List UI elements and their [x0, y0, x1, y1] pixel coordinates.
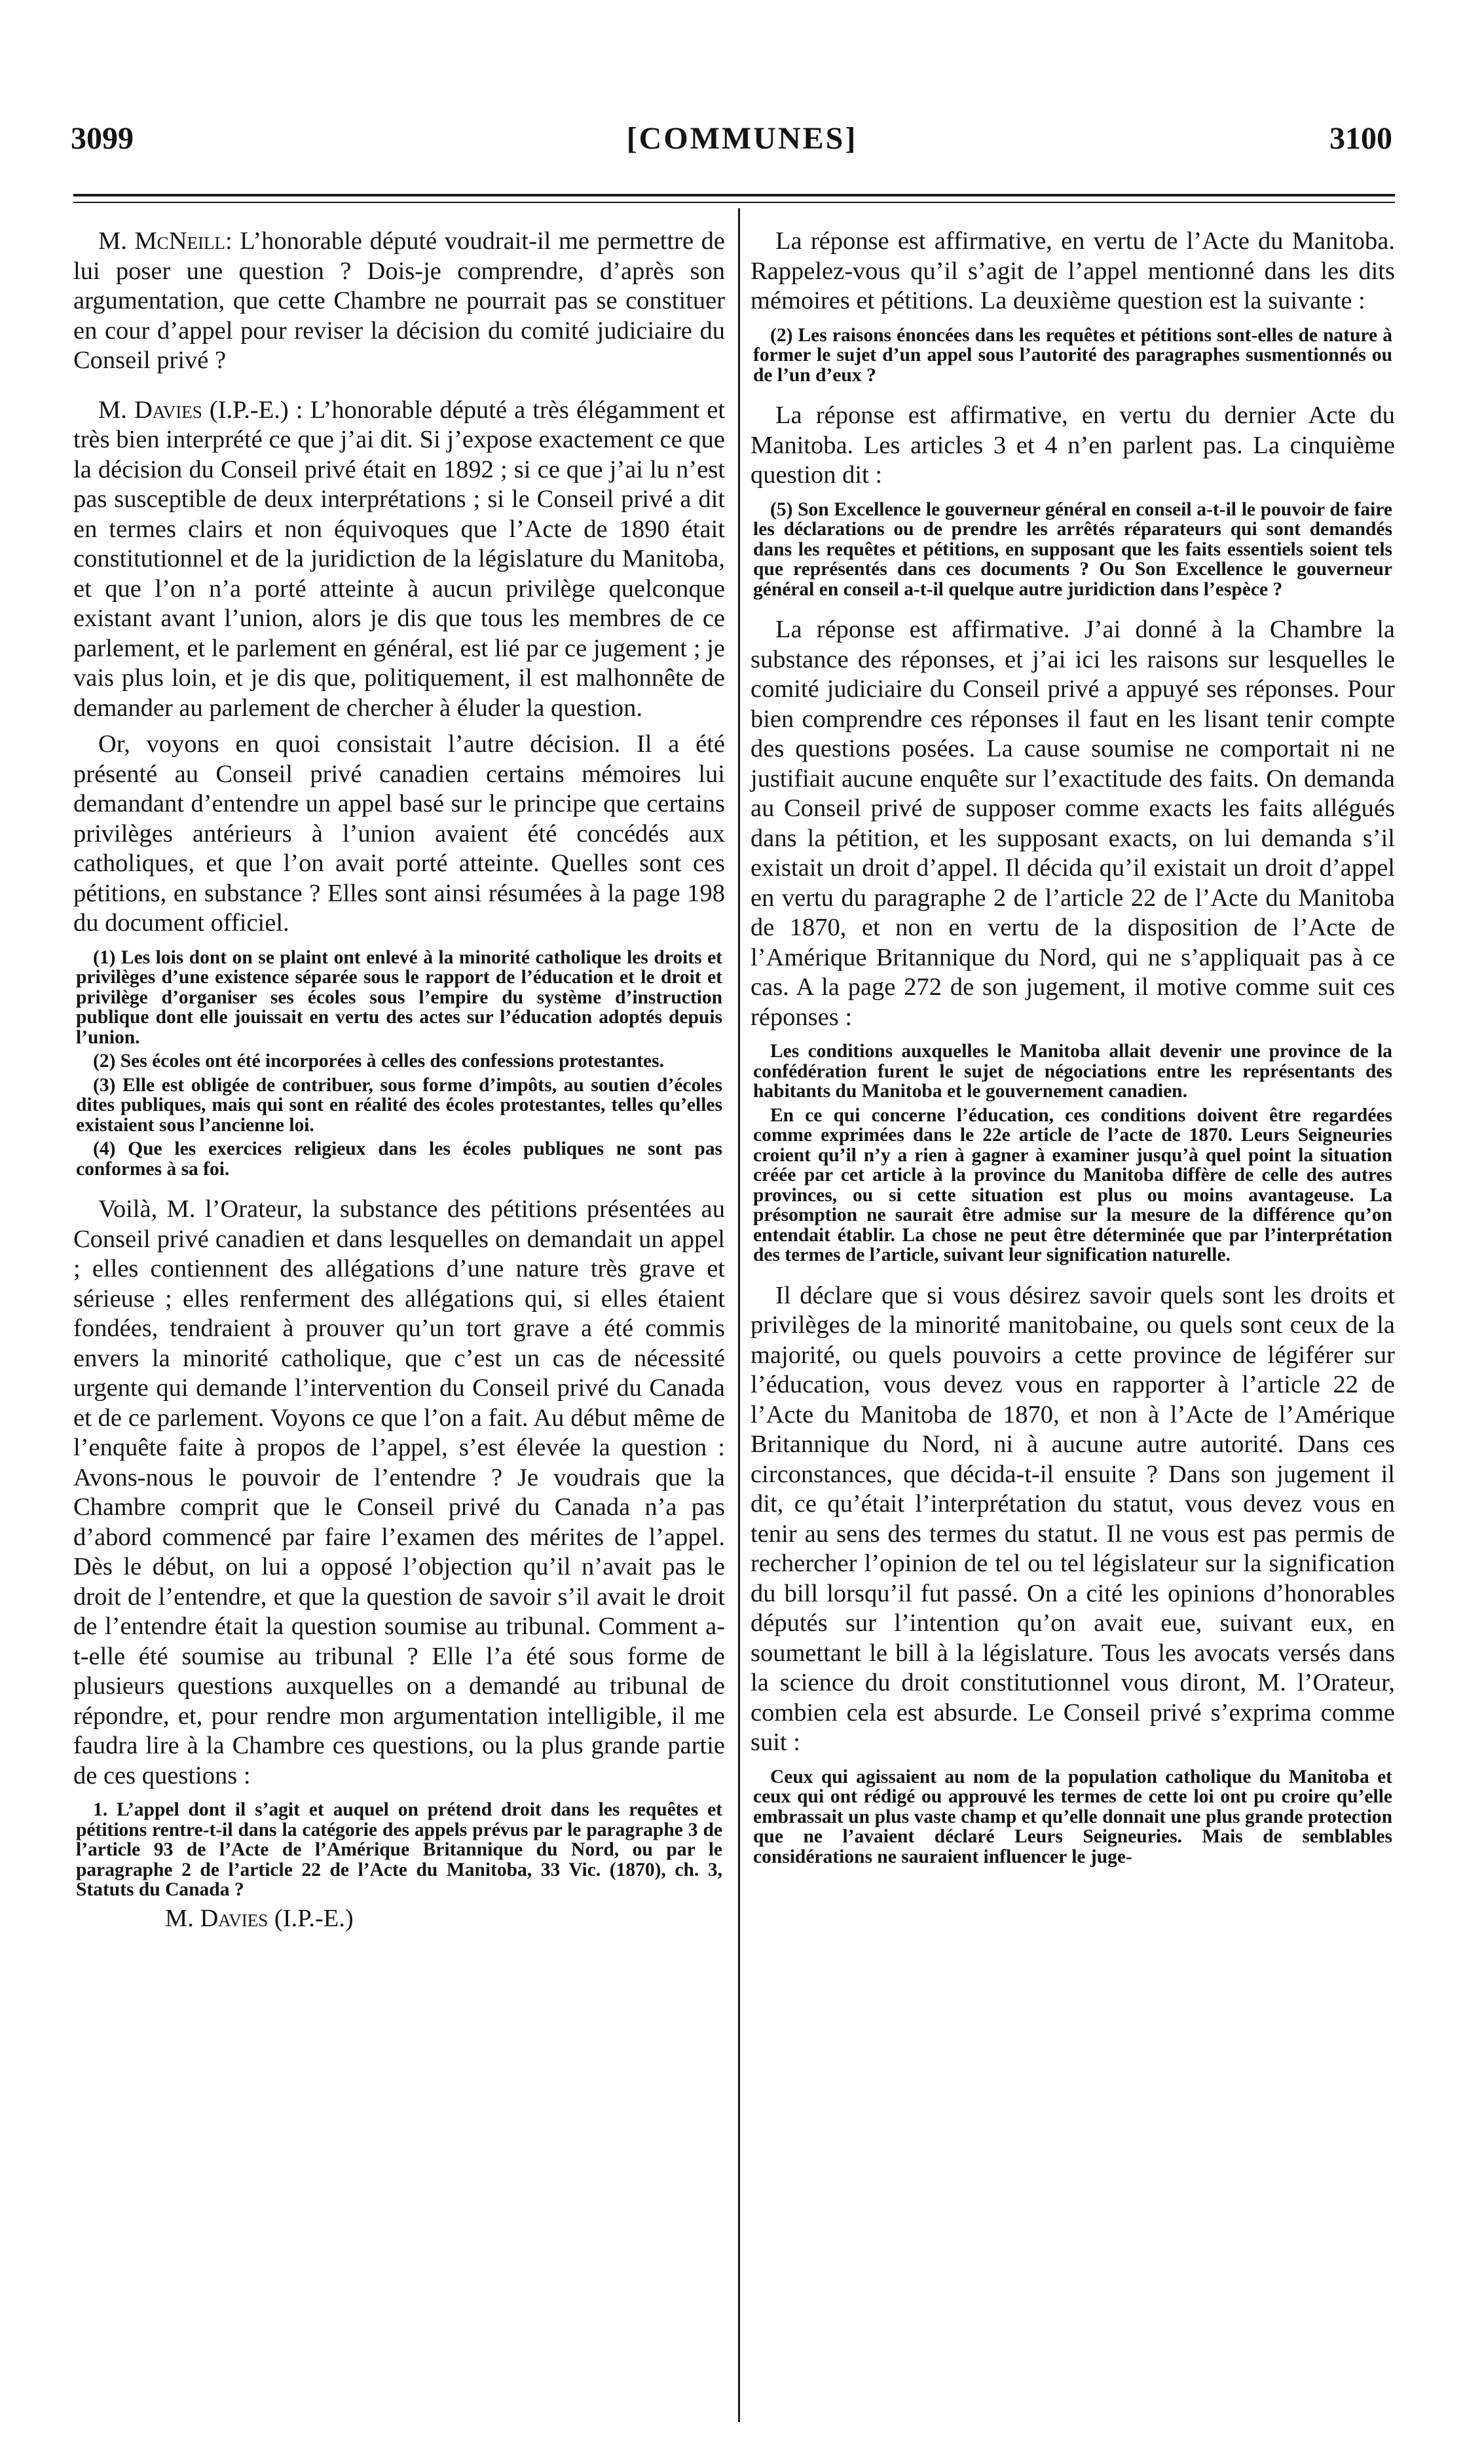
quoted-petition-item: (4) Que les exercices religieux dans les écoles publiques ne sont pas conformes à sa foi.	[76, 1138, 722, 1180]
paragraph: La réponse est affirmative. J’ai donné à la Chambre la substance des réponses, et j’ai ici les raisons sur lesquelles le comité judiciaire du Conseil privé a appuyé ses réponses. Pour bien comprendre ces réponses il faut en les lisant tenir compte des questions posées. La cause soumise ne comportait ni ne justifiait aucune enquête sur l’exactitude des faits. On demanda au Conseil privé de supposer comme exacts les faits allégués dans la pétition, et les supposant exacts, on lui demanda s’il existait un droit d’appel. Il décida qu’il existait un droit d’appel en vertu du paragraphe 2 de l’article 22 de l’Acte du Manitoba de 1870, et non en vertu de la disposition de l’Acte de l’Amérique Britannique du Nord, qui ne s’appliquait pas à ce cas. A la page 272 de son jugement, il motive comme suit ces réponses :	[751, 616, 1395, 1031]
page-number-left: 3099	[71, 121, 134, 156]
davies-speech	[73, 396, 725, 724]
speech-text: : L’honorable député a très élégamment et très bien interprété ce que j’ai dit. Si j’expose exactement ce que la décision du Conseil privé était en 1892 ; si ce que j’ai lu n’est pas susceptible de deux interprétations ; si le Conseil privé a dit en termes clairs et non équivoques que l’Acte de 1890 était constitutionnel et de la juridiction de la législature du Manitoba, et que l’on n’a porté atteinte à aucun privilège quelconque existant avant l’union, alors je dis que tous les membres de ce parlement, et le parlement en général, est lié par ce jugement ; je vais plus loin, et je dis que, politiquement, il est malhonnête de demander au parlement de chercher à éluder la question.	[73, 396, 725, 722]
speech-text: : L’honorable député voudrait-il me permettre de lui poser une question ? Dois-je comprendre, d’après son argumentation, que cette Chambre ne pourrait pas se constituer en cour d’appel pour reviser la décision du comité judiciaire du Conseil privé ?	[73, 227, 725, 374]
speaker-footer: M. Davies (I.P.-E.)	[165, 1904, 354, 1932]
paragraph: Voilà, M. l’Orateur, la substance des pétitions présentées au Conseil privé canadien et dans lesquelles on demandait un appel ; elles contiennent des allégations d’une nature très grave et sérieuse ; elles renferment des allégations qui, si elles étaient fondées, tendraient à prouver qu’un tort grave a été commis envers la minorité catholique, que c’est un cas de nécessité urgente qui demande l’intervention du Conseil privé du Canada et de ce parlement. Voyons ce que l’on a fait. Au début même de l’enquête faite à propos de l’appel, s’est élevée la question : Avons-nous le pouvoir de l’entendre ? Je voudrais que la Chambre comprit que le Conseil privé du Canada n’a pas d’abord commencé par faire l’examen des mérites de l’appel. Dès le début, on lui a opposé l’objection qu’il n’avait pas le droit de l’entendre, et que la question de savoir s’il avait le droit de l’entendre était la question soumise au tribunal. Comment a-t-elle été soumise au tribunal ? Elle l’a été sous forme de plusieurs questions auxquelles on a demandé au tribunal de répondre, et, pour rendre mon argumentation intelligible, il me faudra lire à la Chambre ces questions, ou la plus grande partie de ces questions :	[73, 1195, 725, 1789]
paragraph: La réponse est affirmative, en vertu de l’Acte du Manitoba. Rappelez-vous qu’il s’agit de l’appel mentionné dans les dits mémoires et pétitions. La deuxième question est la suivante :	[751, 227, 1395, 314]
paragraph: La réponse est affirmative, en vertu du dernier Acte du Manitoba. Les articles 3 et 4 n’en parlent pas. La cinquième question dit :	[751, 401, 1395, 489]
speaker-name: M. McNeill	[98, 227, 225, 255]
quoted-judgment: Les conditions auxquelles le Manitoba allait devenir une province de la confédération furent le sujet de négociations entre les représentants des habitants du Manitoba et le gouvernement canadien.	[753, 1041, 1392, 1102]
right-column	[751, 227, 1395, 1871]
mcneill-speech	[73, 227, 725, 376]
quoted-question: (5) Son Excellence le gouverneur général en conseil a-t-il le pouvoir de faire les déclarations ou de prendre les arrêtés réparateurs qui sont demandés dans les requêtes et pétitions, en supposant que les faits essentiels soient tels que représentés dans ces documents ? Ou Son Excellence le gouverneur général en conseil a-t-il quelque autre juridiction dans l’espèce ?	[753, 498, 1392, 600]
quoted-petition-item: (2) Ses écoles ont été incorporées à celles des confessions protestantes.	[93, 1051, 664, 1072]
paragraph: Or, voyons en quoi consistait l’autre décision. Il a été présenté au Conseil privé canadien certains mémoires lui demandant d’entendre un appel basé sur le principe que certains privilèges antérieurs à l’union avaient été concédés aux catholiques, et que l’on avait porté atteinte. Quelles sont ces pétitions, en substance ? Elles sont ainsi résumées à la page 198 du document officiel.	[73, 730, 725, 937]
header-rule-thin	[73, 202, 1395, 203]
left-column	[73, 227, 725, 1933]
quoted-question: 1. L’appel dont il s’agit et auquel on prétend droit dans les requêtes et pétitions rentre-t-il dans la catégorie des appels prévus par le paragraphe 3 de l’article 93 de l’Acte de l’Amérique Britannique du Nord, ou par le paragraphe 2 de l’article 22 de l’Acte du Manitoba, 33 Vic. (1870), ch. 3, Statuts du Canada ?	[76, 1799, 722, 1900]
page-header	[0, 0, 1484, 183]
column-divider	[738, 208, 740, 2422]
page-number-right: 3100	[1329, 121, 1392, 156]
quoted-judgment: En ce qui concerne l’éducation, ces conditions doivent être regardées comme exprimées dans le 22e article de l’acte de 1870. Leurs Seigneuries croient qu’il n’y a rien à gagner à examiner jusqu’à quel point la situation créée par cet article à la province du Manitoba diffère de celle des autres provinces, ou si cette situation est plus ou moins avantageuse. La présomption ne saurait être admise sur la mesure de la différence qu’on entendait établir. La chose ne peut être déterminée que par l’interprétation des termes de l’article, suivant leur signification naturelle.	[753, 1104, 1392, 1265]
quoted-petition-item: (1) Les lois dont on se plaint ont enlevé à la minorité catholique les droits et privilèges d’une existence séparée sous le rapport de l’éducation et le droit et privilège d’organiser ses écoles sous l’empire du système d’instruction publique dont elle jouissait en vertu des actes sur l’éducation adoptés depuis l’union.	[76, 946, 722, 1048]
quoted-petition-item: (3) Elle est obligée de contribuer, sous forme d’impôts, au soutien d’écoles dites publiques, mais qui sont en réalité des écoles protestantes, telles qu’elles existaient sous l’ancienne loi.	[76, 1074, 722, 1136]
header-rule-thick	[73, 194, 1395, 196]
speaker-name: M. Davies (I.P.-E.)	[98, 396, 289, 424]
quoted-judgment: Ceux qui agissaient au nom de la population catholique du Manitoba et ceux qui ont rédigé ou approuvé les termes de cette loi ont pu croire qu’elle embrassait un plus vaste champ et qu’elle donnait une plus grande protection que ne l’avaient déclaré Leurs Seigneuries. Mais de semblables considérations ne sauraient influencer le juge-	[753, 1766, 1392, 1867]
paragraph: Il déclare que si vous désirez savoir quels sont les droits et privilèges de la minorité manitobaine, ou quels sont ceux de la majorité, ou quels pouvoirs a cette province de légiférer sur l’éducation, vous devez vous en rapporter à l’article 22 de l’Acte du Manitoba de 1870, et non à l’Acte de l’Amérique Britannique du Nord, ni à aucune autre autorité. Dans ces circonstances, que décida-t-il ensuite ? Dans son jugement il dit, ce qu’était l’interprétation du statut, vous devez vous en tenir au sens des termes du statut. Il ne vous est pas permis de rechercher l’opinion de tel ou tel législateur sur la signification du bill lorsqu’il fut passé. On a cité les opinions d’honorables députés sur l’intention qu’on avait eue, suivant eux, en soumettant le bill à la législature. Tous les avocats versés dans la science du droit constitutionnel vous diront, M. l’Orateur, combien cela est absurde. Le Conseil privé s’exprima comme suit :	[751, 1281, 1395, 1756]
running-title: [COMMUNES]	[626, 121, 858, 156]
quoted-question: (2) Les raisons énoncées dans les requêtes et pétitions sont-elles de nature à former le sujet d’un appel sous l’autorité des paragraphes susmentionnés ou de l’un d’eux ?	[753, 324, 1392, 386]
